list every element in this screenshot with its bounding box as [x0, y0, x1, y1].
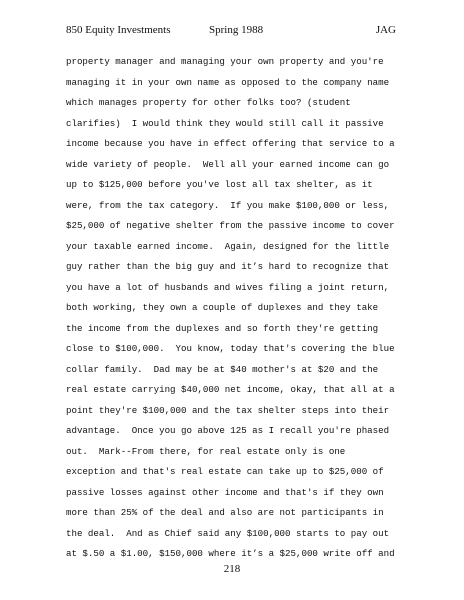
text-line: passive losses against other income and that's if they own	[66, 486, 384, 498]
header-initials: JAG	[375, 24, 396, 36]
transcript-body	[66, 52, 406, 565]
text-line: $25,000 of negative shelter from the passive income to cover	[66, 220, 395, 231]
text-line: the income from the duplexes and so forth they're getting	[66, 322, 379, 334]
text-line: both working, they own a couple of duplexes and they take	[66, 302, 379, 313]
text-line: up to $125,000 before you've lost all tax shelter, as it	[66, 179, 373, 190]
text-line: exception and that's real estate can take up to $25,000 of	[66, 466, 384, 477]
text-line: collar family. Dad may be at $40 mother's at $20 and the	[66, 363, 379, 375]
text-line: wide variety of people. Well all your earned income can go	[66, 158, 390, 170]
page-number: 218	[223, 563, 241, 575]
header-term: Spring 1988	[209, 24, 264, 36]
text-line: advantage. Once you go above 125 as I recall you're phased	[66, 425, 390, 436]
text-line: which manages property for other folks too? (student	[66, 97, 351, 108]
text-line: more than 25% of the deal and also are not participants in	[66, 507, 384, 518]
text-line: were, from the tax category. If you make $100,000 or less,	[66, 199, 390, 211]
text-line: managing it in your own name as opposed to the company name	[66, 76, 390, 88]
text-line: you have a lot of husbands and wives filing a joint return,	[66, 281, 390, 293]
page-header	[66, 23, 396, 39]
text-line: the deal. And as Chief said any $100,000 starts to pay out	[66, 527, 390, 539]
text-line: at $.50 a $1.00, $150,000 where it’s a $25,000 write off and	[66, 548, 395, 559]
text-line: close to $100,000. You know, today that's covering the blue	[66, 343, 395, 354]
text-line: real estate carrying $40,000 net income, okay, that all at a	[66, 384, 395, 395]
text-line: guy rather than the big guy and it’s hard to recognize that	[66, 261, 390, 272]
text-line: point they're $100,000 and the tax shelter steps into their	[66, 404, 390, 416]
text-line: clarifies) I would think they would still call it passive	[66, 117, 384, 129]
header-course-title: 850 Equity Investments	[66, 24, 171, 36]
text-line: your taxable earned income. Again, designed for the little	[66, 240, 390, 252]
text-line: income because you have in effect offering that service to a	[66, 138, 395, 149]
text-line: out. Mark--From there, for real estate only is one	[66, 445, 346, 457]
text-line: property manager and managing your own property and you're	[66, 56, 384, 67]
